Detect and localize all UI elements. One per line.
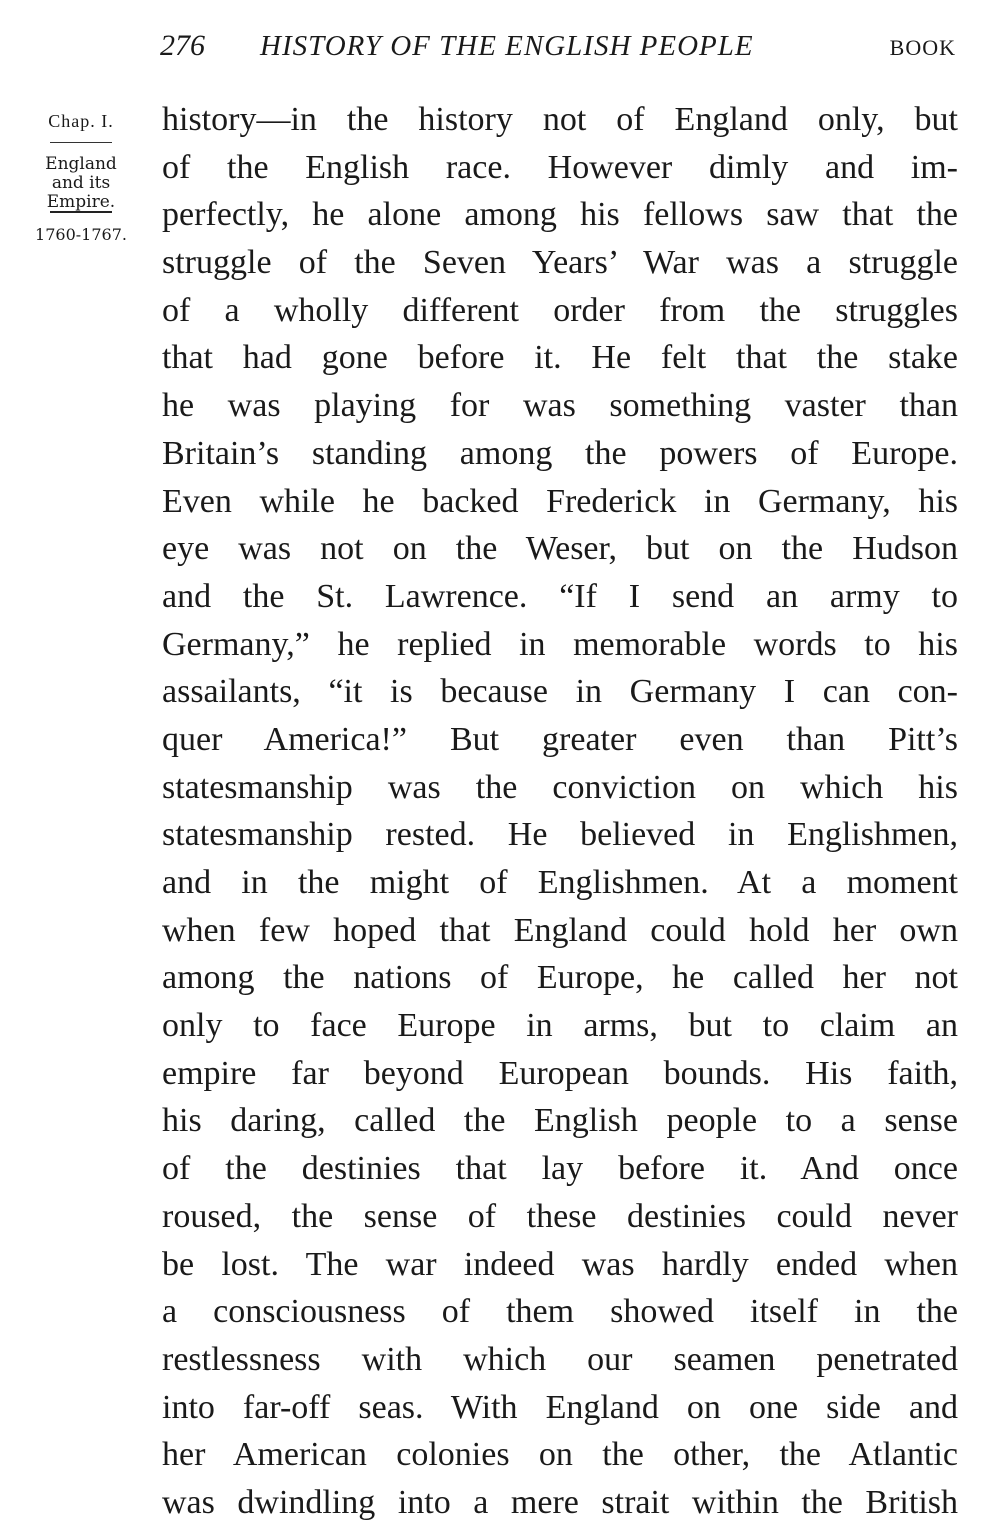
text-line: history—in the history not of England only, but xyxy=(162,101,958,138)
running-title: HISTORY OF THE ENGLISH PEOPLE xyxy=(260,30,754,62)
text-line: restlessness with which our seamen penetrated xyxy=(162,1340,958,1378)
topic-line: and its xyxy=(51,173,111,193)
text-line: of the destinies that lay before it. And once xyxy=(162,1150,958,1188)
text-line: be lost. The war indeed was hardly ended when xyxy=(162,1245,958,1283)
text-line: assailants, “it is because in Germany I can con- xyxy=(162,673,958,711)
text-line: into far-off seas. With England on one side and xyxy=(162,1388,958,1426)
text-line: struggle of the Seven Years’ War was a struggle xyxy=(162,244,958,282)
text-line: statesmanship rested. He believed in Englishmen, xyxy=(162,816,958,854)
text-line: was dwindling into a mere strait within the British xyxy=(162,1483,958,1521)
text-line: eye was not on the Weser, but on the Hudson xyxy=(162,530,958,568)
topic-line: England xyxy=(45,154,117,174)
running-head xyxy=(160,24,960,68)
text-line: a consciousness of them showed itself in the xyxy=(162,1293,958,1331)
topic-line: Empire. xyxy=(46,192,116,212)
text-line: and the St. Lawrence. “If I send an army to xyxy=(162,577,958,615)
text-line: Even while he backed Frederick in Germany, his xyxy=(162,482,958,520)
text-line: of a wholly different order from the struggles xyxy=(162,291,958,329)
text-line: perfectly, he alone among his fellows saw that the xyxy=(162,196,958,234)
chapter-label: Chap. I. xyxy=(48,111,114,131)
text-line: her American colonies on the other, the Atlantic xyxy=(162,1436,958,1474)
text-line: roused, the sense of these destinies could never xyxy=(162,1197,958,1235)
text-line: of the English race. However dimly and im- xyxy=(162,148,958,186)
text-line: statesmanship was the conviction on which his xyxy=(162,768,958,806)
text-line: empire far beyond European bounds. His faith, xyxy=(162,1054,958,1092)
page-number: 276 xyxy=(160,29,205,62)
text-line: and in the might of Englishmen. At a moment xyxy=(162,864,958,901)
text-line: Germany,” he replied in memorable words to his xyxy=(162,625,958,663)
topic-note xyxy=(22,143,140,211)
text-line: he was playing for was something vaster than xyxy=(162,387,958,425)
text-line: quer America!” But greater even than Pitt’s xyxy=(162,720,958,758)
margin-notes xyxy=(22,100,140,257)
running-book-label: BOOK xyxy=(889,35,956,60)
text-line: Britain’s standing among the powers of Europe. xyxy=(162,434,958,472)
text-line: that had gone before it. He felt that the stake xyxy=(162,339,958,377)
body-text xyxy=(162,96,958,1527)
text-line: only to face Europe in arms, but to claim an xyxy=(162,1007,958,1045)
text-line: when few hoped that England could hold her own xyxy=(162,911,958,949)
text-line: among the nations of Europe, he called her not xyxy=(162,959,958,997)
date-range: 1760-1767. xyxy=(35,225,127,244)
text-line: his daring, called the English people to a sense xyxy=(162,1102,958,1140)
